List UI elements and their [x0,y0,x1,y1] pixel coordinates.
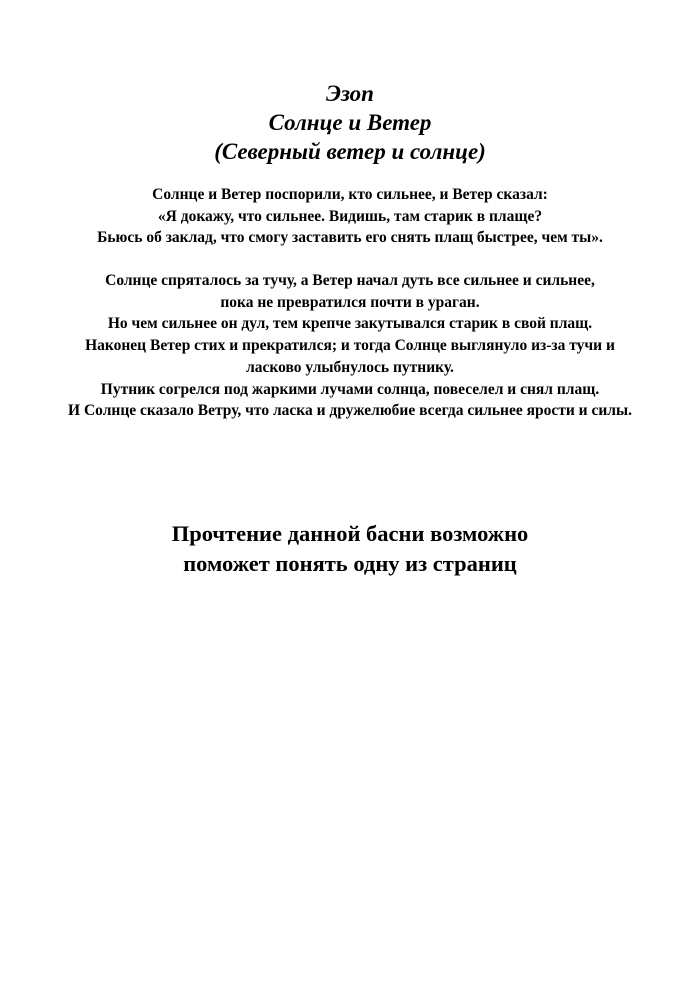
text-line: Бьюсь об заклад, что смогу заставить его снять плащ быстрее, чем ты». [97,229,603,247]
fable-paragraph-2 [0,270,700,422]
text-line: Наконец Ветер стих и прекратился; и тогда Солнце выглянуло из-за тучи и [85,337,615,355]
text-line: ласково улыбнулось путнику. [246,358,454,376]
reading-note [0,519,700,579]
fable-subtitle: (Северный ветер и солнце) [214,139,486,164]
fable-paragraph-1 [0,184,700,249]
text-line: пока не превратился почти в ураган. [220,293,480,311]
fable-heading [0,79,700,166]
text-line: «Я докажу, что сильнее. Видишь, там старик в плаще? [157,207,543,225]
fable-title: Солнце и Ветер [268,110,432,135]
note-line: Прочтение данной басни возможно [171,521,529,546]
text-line: Но чем сильнее он дул, тем крепче закутывался старик в свой плащ. [107,315,593,333]
text-line: Путник согрелся под жаркими лучами солнца, повеселел и снял плащ. [100,380,600,398]
author-name: Эзоп [326,81,374,106]
note-line: поможет понять одну из страниц [183,551,517,576]
text-line: Солнце спряталось за тучу, а Ветер начал дуть все сильнее и сильнее, [105,272,595,289]
text-line: И Солнце сказало Ветру, что ласка и дружелюбие всегда сильнее ярости и силы. [68,402,632,420]
text-line: Солнце и Ветер поспорили, кто сильнее, и Ветер сказал: [152,186,548,203]
